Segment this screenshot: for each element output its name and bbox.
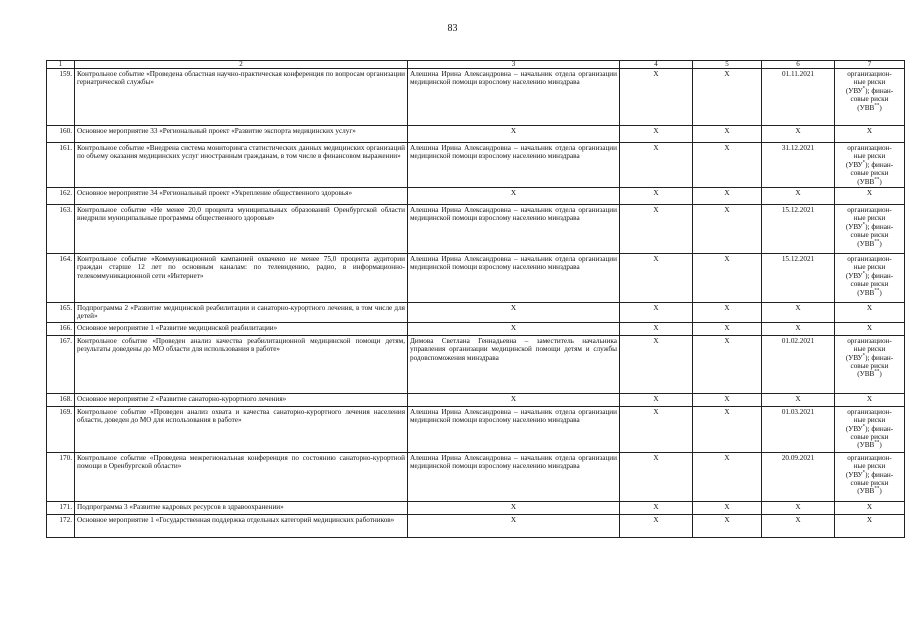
risk-description [835, 254, 905, 303]
risk-line: ные риски [853, 152, 886, 161]
risk-line: организацион- [847, 336, 892, 345]
deadline-date: X [762, 126, 835, 143]
column-4-mark: X [620, 303, 693, 323]
uvu-label: (УВУ [845, 470, 863, 479]
table-row [47, 254, 905, 303]
uvu-footnote-mark: * [862, 353, 866, 359]
responsible-person: Алешина Ирина Александровна – начальник отдела организации медицинской помощи взрослому населению минздрава [408, 452, 620, 501]
uvu-label: (УВУ [845, 424, 863, 433]
risk-line: организацион- [847, 70, 892, 78]
uvv-label: (УВВ [857, 288, 875, 297]
event-description: Контрольное событие «Проведена межрегиональная конференция по состоянию санаторно-курортной помощи в Оренбургской области» [75, 452, 408, 501]
risk-end: ) [879, 103, 882, 112]
uvv-footnote-mark: ** [874, 487, 880, 493]
risk-line: организацион- [847, 407, 892, 416]
risk-line [837, 289, 902, 297]
risk-description [835, 406, 905, 452]
risk-description [835, 69, 905, 126]
row-number: 164. [47, 254, 75, 303]
column-4-mark: X [620, 69, 693, 126]
deadline-date: 31.12.2021 [762, 143, 835, 188]
risk-line: ные риски [853, 263, 886, 272]
risk-line: совые риски [850, 362, 889, 371]
risk-line [837, 471, 902, 479]
risk-mid: ); финан- [865, 271, 894, 280]
table-row [47, 205, 905, 254]
uvu-footnote-mark: * [862, 470, 866, 476]
risk-line: ные риски [853, 416, 886, 425]
risk-description [835, 452, 905, 501]
event-description: Контрольное событие «Не менее 20,0 процента муниципальных образований Оренбургской области внедрили муниципальные программы общественного здоровья» [75, 205, 408, 254]
risk-end: ) [879, 487, 882, 496]
risk-line: организацион- [847, 453, 892, 462]
deadline-date: X [762, 393, 835, 406]
event-description: Контрольное событие «Проведен анализ охвата и качества санаторно-курортного лечения населения области, доведен до МО для использования в работе» [75, 406, 408, 452]
risk-line: организацион- [847, 255, 892, 264]
risk-description: X [835, 126, 905, 143]
row-number: 165. [47, 303, 75, 323]
risk-mid: ); финан- [865, 222, 894, 231]
row-number: 167. [47, 335, 75, 393]
deadline-date: 01.02.2021 [762, 335, 835, 393]
table-row [47, 335, 905, 393]
risk-mid: ); финан- [865, 353, 894, 362]
risk-line: ные риски [853, 462, 886, 471]
column-4-mark: X [620, 406, 693, 452]
uvu-label: (УВУ [845, 271, 863, 280]
deadline-date: 15.12.2021 [762, 254, 835, 303]
uvv-label: (УВВ [857, 177, 875, 186]
risk-line: совые риски [850, 280, 889, 289]
row-number: 161. [47, 143, 75, 188]
deadline-date: 01.03.2021 [762, 406, 835, 452]
risk-line [837, 425, 902, 433]
table-row [47, 452, 905, 501]
event-description: Основное мероприятие 1 «Развитие медицинской реабилитации» [75, 322, 408, 335]
column-4-mark: X [620, 126, 693, 143]
row-number: 163. [47, 205, 75, 254]
table-row [47, 69, 905, 126]
column-4-mark: X [620, 501, 693, 514]
column-4-mark: X [620, 322, 693, 335]
activity-plan-table [46, 60, 905, 538]
risk-mid: ); финан- [865, 424, 894, 433]
column-5-mark: X [693, 143, 762, 188]
risk-line: организацион- [847, 206, 892, 215]
responsible-person: Алешина Ирина Александровна – начальник отдела организации медицинской помощи взрослому населению минздрава [408, 254, 620, 303]
uvv-footnote-mark: ** [874, 103, 880, 109]
uvv-footnote-mark: ** [874, 441, 880, 447]
column-header-7: 7 [835, 61, 905, 69]
column-4-mark: X [620, 393, 693, 406]
risk-end: ) [879, 239, 882, 248]
risk-line [837, 441, 902, 449]
uvv-footnote-mark: ** [874, 288, 880, 294]
column-5-mark: X [693, 452, 762, 501]
row-number: 171. [47, 501, 75, 514]
column-5-mark: X [693, 126, 762, 143]
deadline-date: X [762, 514, 835, 537]
risk-line [837, 272, 902, 280]
table-row [47, 322, 905, 335]
risk-line [837, 87, 902, 95]
column-5-mark: X [693, 335, 762, 393]
column-5-mark: X [693, 393, 762, 406]
risk-line: совые риски [850, 169, 889, 178]
uvv-label: (УВВ [857, 370, 875, 379]
table-body [47, 69, 905, 538]
table-row [47, 393, 905, 406]
responsible-person: X [408, 322, 620, 335]
uvv-label: (УВВ [857, 239, 875, 248]
risk-line [837, 161, 902, 169]
responsible-person: X [408, 501, 620, 514]
row-number: 170. [47, 452, 75, 501]
uvu-label: (УВУ [845, 353, 863, 362]
column-header-3: 3 [408, 61, 620, 69]
deadline-date: X [762, 501, 835, 514]
column-4-mark: X [620, 452, 693, 501]
uvu-label: (УВУ [845, 222, 863, 231]
table-row [47, 126, 905, 143]
table-row [47, 406, 905, 452]
header-row [47, 61, 905, 69]
event-description: Основное мероприятие 2 «Развитие санаторно-курортного лечения» [75, 393, 408, 406]
risk-end: ) [879, 441, 882, 450]
row-number: 169. [47, 406, 75, 452]
column-5-mark: X [693, 406, 762, 452]
column-header-1: 1 [47, 61, 75, 69]
risk-line [837, 370, 902, 378]
column-5-mark: X [693, 69, 762, 126]
column-5-mark: X [693, 322, 762, 335]
uvu-footnote-mark: * [862, 271, 866, 277]
risk-description: X [835, 303, 905, 323]
column-5-mark: X [693, 254, 762, 303]
table-row [47, 501, 905, 514]
uvu-footnote-mark: * [862, 160, 866, 166]
event-description: Контрольное событие «Проведен анализ качества реабилитационной медицинской помощи детям, результаты доведены до МО области для использования в работе» [75, 335, 408, 393]
row-number: 160. [47, 126, 75, 143]
table-row [47, 143, 905, 188]
risk-line [837, 487, 902, 495]
risk-line [837, 104, 902, 112]
event-description: Основное мероприятие 34 «Региональный проект «Укрепление общественного здоровья» [75, 188, 408, 205]
column-4-mark: X [620, 254, 693, 303]
column-4-mark: X [620, 188, 693, 205]
uvv-label: (УВВ [857, 487, 875, 496]
risk-description: X [835, 514, 905, 537]
risk-line [837, 223, 902, 231]
deadline-date: 15.12.2021 [762, 205, 835, 254]
responsible-person: Алешина Ирина Александровна – начальник отдела организации медицинской помощи взрослому населению минздрава [408, 69, 620, 126]
uvu-footnote-mark: * [862, 86, 866, 92]
uvu-footnote-mark: * [862, 424, 866, 430]
uvv-label: (УВВ [857, 441, 875, 450]
deadline-date: X [762, 322, 835, 335]
column-5-mark: X [693, 303, 762, 323]
row-number: 172. [47, 514, 75, 537]
deadline-date: 20.09.2021 [762, 452, 835, 501]
risk-line: совые риски [850, 231, 889, 240]
responsible-person: Алешина Ирина Александровна – начальник отдела организации медицинской помощи взрослому населению минздрава [408, 143, 620, 188]
event-description: Подпрограмма 3 «Развитие кадровых ресурсов в здравоохранении» [75, 501, 408, 514]
uvu-label: (УВУ [845, 86, 863, 95]
event-description: Подпрограмма 2 «Развитие медицинской реабилитации и санаторно-курортного лечения, в том числе для детей» [75, 303, 408, 323]
event-description: Контрольное событие «Проведена областная научно-практическая конференция по вопросам организации гериатрической службы» [75, 69, 408, 126]
column-header-4: 4 [620, 61, 693, 69]
column-4-mark: X [620, 335, 693, 393]
risk-end: ) [879, 288, 882, 297]
risk-line: ные риски [853, 214, 886, 223]
responsible-person: Алешина Ирина Александровна – начальник отдела организации медицинской помощи взрослому населению минздрава [408, 406, 620, 452]
risk-line [837, 354, 902, 362]
table-row [47, 303, 905, 323]
risk-description: X [835, 188, 905, 205]
column-header-6: 6 [762, 61, 835, 69]
table-row [47, 514, 905, 537]
risk-description: X [835, 501, 905, 514]
responsible-person: X [408, 188, 620, 205]
row-number: 166. [47, 322, 75, 335]
deadline-date: 01.11.2021 [762, 69, 835, 126]
column-4-mark: X [620, 205, 693, 254]
page-number: 83 [447, 23, 458, 34]
risk-end: ) [879, 370, 882, 379]
risk-mid: ); финан- [865, 160, 894, 169]
risk-description: X [835, 322, 905, 335]
uvv-footnote-mark: ** [874, 239, 880, 245]
deadline-date: X [762, 303, 835, 323]
risk-description [835, 143, 905, 188]
uvv-label: (УВВ [857, 103, 875, 112]
risk-line: совые риски [850, 95, 889, 104]
column-header-2: 2 [75, 61, 408, 69]
uvu-footnote-mark: * [862, 222, 866, 228]
event-description: Контрольное событие «Внедрена система мониторинга статистических данных медицинских организаций по объему оказания медицинских услуг иностранным гражданам, в том числе в финансовом выражении» [75, 143, 408, 188]
column-4-mark: X [620, 143, 693, 188]
row-number: 159. [47, 69, 75, 126]
responsible-person: X [408, 514, 620, 537]
row-number: 168. [47, 393, 75, 406]
responsible-person: Димова Светлана Геннадьевна – заместитель начальника управления организации медицинской помощи детям и службы родовспоможения минздрава [408, 335, 620, 393]
event-description: Основное мероприятие 1 «Государственная поддержка отдельных категорий медицинских работников» [75, 514, 408, 537]
table-row [47, 188, 905, 205]
uvv-footnote-mark: ** [874, 370, 880, 376]
risk-line: совые риски [850, 433, 889, 442]
event-description: Основное мероприятие 33 «Региональный проект «Развитие экспорта медицинских услуг» [75, 126, 408, 143]
risk-description [835, 205, 905, 254]
responsible-person: X [408, 393, 620, 406]
risk-end: ) [879, 177, 882, 186]
risk-line: ные риски [853, 78, 886, 87]
column-5-mark: X [693, 188, 762, 205]
risk-description: X [835, 393, 905, 406]
column-4-mark: X [620, 514, 693, 537]
risk-line: ные риски [853, 345, 886, 354]
event-description: Контрольное событие «Коммуникационной кампанией охвачено не менее 75,0 процента аудитории граждан старше 12 лет по основным каналам: по телевидению, радио, в информационно-телекоммуникационной сети «Интернет» [75, 254, 408, 303]
column-5-mark: X [693, 205, 762, 254]
deadline-date: X [762, 188, 835, 205]
risk-line: организацион- [847, 144, 892, 152]
column-5-mark: X [693, 501, 762, 514]
risk-mid: ); финан- [865, 86, 894, 95]
risk-line [837, 240, 902, 248]
risk-description [835, 335, 905, 393]
column-header-5: 5 [693, 61, 762, 69]
row-number: 162. [47, 188, 75, 205]
risk-line [837, 178, 902, 186]
uvu-label: (УВУ [845, 160, 863, 169]
responsible-person: Алешина Ирина Александровна – начальник отдела организации медицинской помощи взрослому населению минздрава [408, 205, 620, 254]
responsible-person: X [408, 126, 620, 143]
column-5-mark: X [693, 514, 762, 537]
uvv-footnote-mark: ** [874, 177, 880, 183]
risk-line: совые риски [850, 479, 889, 488]
responsible-person: X [408, 303, 620, 323]
risk-mid: ); финан- [865, 470, 894, 479]
